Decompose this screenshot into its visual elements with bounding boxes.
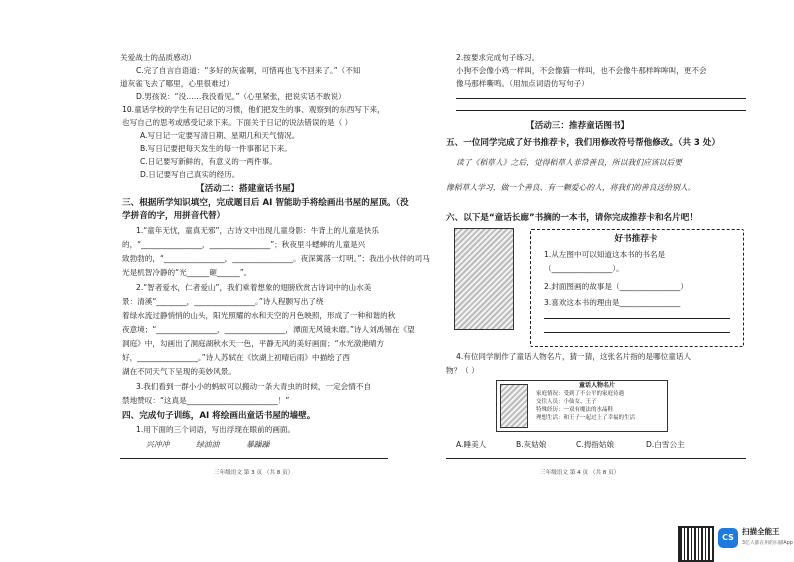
option-a: A.写日记一定要写清日期、星期几和天气情况。 [140, 131, 300, 140]
text-line: 好，________________。”诗人苏轼在《饮湖上初晴后雨》中描绘了西 [122, 353, 350, 362]
answer-line [456, 110, 746, 111]
section-four-heading: 四、完成句子训练，AI 将绘画出童话书屋的墙壁。 [122, 411, 316, 421]
namecard-line: 特殊经历：一双有魔法的水晶鞋 [536, 407, 614, 413]
text-line: 景：清溪“________，________________。”诗人程颢写出了绕 [122, 297, 324, 306]
page-footer: 三年级语文 第 4 页 （共 8 页） [540, 470, 620, 476]
scanner-app-subtitle: 3亿人都在用的扫描App [742, 541, 793, 546]
question-6: 六、以下是“童话长廊”书摘的一本书，请你完成推荐卡和名片吧！ [446, 213, 698, 223]
card-item: 2.封面图画的故事是（________________） [544, 282, 688, 291]
fill-blank-1: 1.“童年无忧，童真无邪”，古诗文中出现儿童身影：牛背上的儿童是快乐 [136, 226, 379, 235]
answer-line [120, 458, 388, 459]
option-c: C.拇指姑娘 [576, 440, 615, 449]
answer-word: 暴躁躁 [246, 440, 270, 449]
question-4: 4.有位同学制作了童话人物名片，猜一猜，这张名片指的是哪位童话人 [456, 352, 692, 361]
text-line: 洞庭》中，勾画出了洞庭湖秋水天一色，平静无风的美好画面；“水光潋滟晴方 [122, 339, 385, 348]
fill-blank-3: 3.我们看到一群小小的蚂蚁可以搬动一条大青虫的时候，一定会情不自 [136, 382, 372, 391]
text-line: 像马那样嘶鸣。（用加点词语仿写句子） [456, 79, 589, 88]
option-b: B.灰姑娘 [516, 440, 547, 449]
text-line: 也写自己的思考或感受记录下来。下面关于日记的说法错误的是（ ） [122, 118, 353, 127]
option-a: A.睡美人 [456, 440, 487, 449]
card-title: 好书推荐卡 [614, 234, 658, 244]
option-c: C.日记要写新鲜的，有意义的一两件事。 [140, 157, 277, 166]
answer-word: 绿油油 [196, 440, 220, 449]
answer-line [544, 332, 730, 333]
essay-line: 读了《稻草人》之后，觉得稻草人非常善良，所以我们应该以后要 [456, 158, 683, 167]
answer-line [456, 98, 746, 99]
option-d: D.白雪公主 [646, 440, 685, 449]
question-5: 五、一位同学完成了好书推荐卡，我们用修改符号帮他修改。（共 3 处） [446, 138, 721, 148]
card-item: （________________）。 [544, 264, 624, 273]
section-three-heading: 三、根据所学知识填空，完成题目后 AI 智能助手将绘画出书屋的屋顶。（没 [122, 198, 409, 208]
text-line: C.完了自言自语道：“多好的灰雀啊，可惜再也飞不回来了。”（不知 [136, 66, 361, 75]
text-line: 2.按要求完成句子练习。 [456, 53, 540, 62]
fill-blank-2: 2.“智者爱水，仁者爱山”，我们乘着想象的翅膀欣赏古诗词中的山水美 [136, 283, 372, 292]
scanner-app-name: 扫描全能王 [742, 527, 780, 536]
text-line: 学拼音的字，用拼音代替） [122, 211, 226, 221]
text-line: 湖在不同天气下呈现的美妙风景。 [122, 367, 236, 376]
qr-code [678, 526, 714, 562]
answer-word: 兴冲冲 [146, 440, 170, 449]
card-item: 1.从左图中可以知道这本书的书名是 [544, 250, 666, 259]
text-line: 夜意境；“________________，________________，潭面无风镜未磨。”诗人刘禹锡在《望 [122, 325, 415, 334]
essay-line: 像稻草人学习，做一个善良、有一颗爱心的人，将我们的善良送给别人。 [446, 183, 696, 192]
text-line: 道灰雀飞去了哪里，心里很难过） [120, 79, 234, 88]
option-b: B.写日记要把每天发生的每一件事都记下来。 [140, 144, 292, 153]
right-page [400, 0, 794, 561]
text-line: 致勃勃的，“________________，________________。夜深篱落一灯明。”；我出小伙伴的司马 [122, 254, 430, 263]
option-d: D.日记要写自己真实的经历。 [140, 170, 240, 179]
section-title: 【活动三：推荐童话图书】 [526, 121, 630, 131]
page-footer: 三年级语文 第 3 页 （共 8 页） [214, 470, 294, 476]
text-line: 着绿水流过静悄悄的山头，阳光照耀的水和天空的月色映照，形成了一种和谐的秋 [122, 311, 396, 320]
text-line: 禁地赞叹：“这真是________________________！” [122, 396, 290, 405]
namecard-line: 理想生活：和王子一起过上了幸福的生活 [536, 415, 636, 421]
namecard-line: 家庭情况：受到了不公平的家庭待遇 [536, 391, 625, 397]
text-line: 小狗不会像小鸡一样叫，不会像猫一样叫，也不会像牛那样哞哞叫，更不会 [456, 66, 707, 75]
text-line: 关爱战士的品质感动） [120, 53, 196, 62]
card-item: 3.喜欢这本书的理由是________________ [544, 298, 681, 307]
section-title: 【活动二：搭建童话书屋】 [196, 184, 300, 194]
namecard-line: 交往人员：小仙女、王子 [536, 399, 597, 405]
character-illustration [500, 384, 528, 428]
text-line: 物？（ ） [446, 366, 479, 375]
text-line: D.男孩说：“没……我没看见。”（心里紧张，把说实话不敢说） [136, 92, 346, 101]
text-line: 的，“________________，________________”；秋夜里斗蟋蟀的儿童是兴 [122, 240, 366, 249]
namecard-title: 童话人物名片 [578, 382, 615, 389]
text-line: 1.用下面的三个词语，写出浮现在眼前的画面。 [136, 425, 296, 434]
scanner-logo-icon: CS [718, 528, 738, 548]
book-cover-image [454, 228, 514, 330]
answer-line [544, 318, 730, 319]
question-10: 10.童话学校的学生有记日记的习惯，他们把发生的事、观察到的东西写下来， [122, 105, 385, 114]
answer-line [446, 458, 746, 459]
text-line: 光是机智冷静的“光______砸______”。 [122, 268, 252, 277]
